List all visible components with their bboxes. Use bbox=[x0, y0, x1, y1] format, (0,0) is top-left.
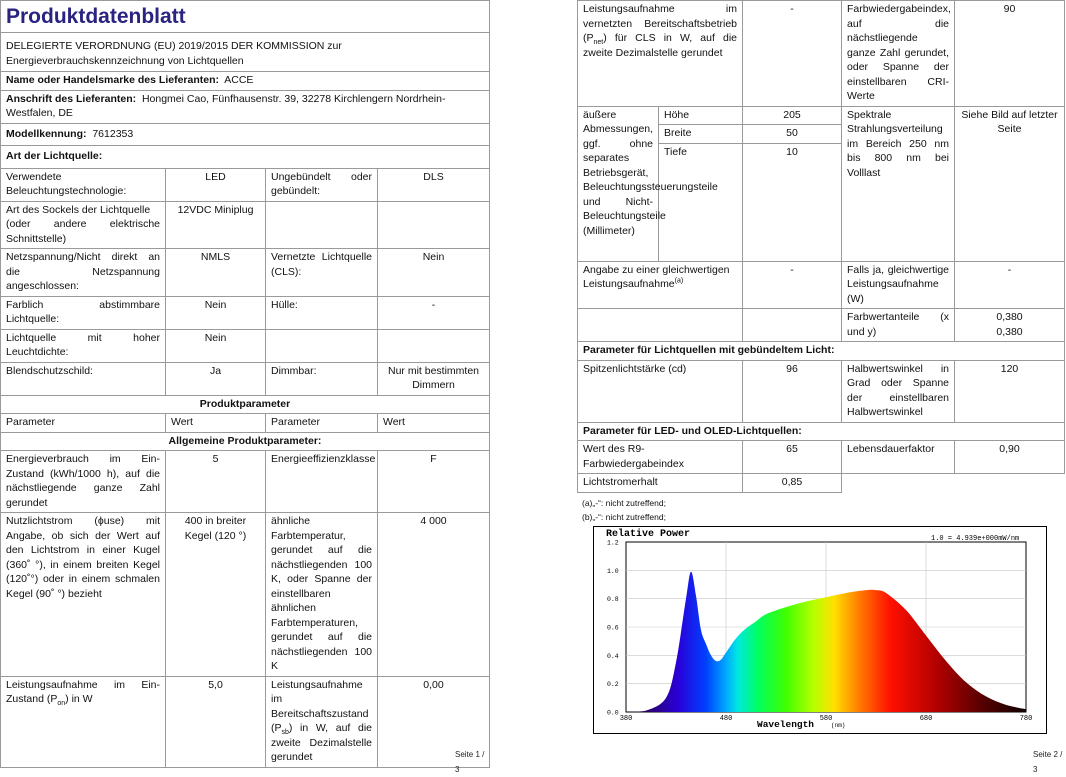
table-row bbox=[1, 676, 490, 767]
x-axis-unit: (nm) bbox=[831, 722, 846, 729]
row-label bbox=[266, 329, 378, 362]
table-row bbox=[1, 201, 490, 249]
equiv-power-footnote: (a) bbox=[674, 277, 684, 285]
footnote-a: (a)„-“: nicht zutreffend; bbox=[582, 497, 666, 508]
y-tick-label: 1.0 bbox=[607, 567, 619, 575]
on-power-subscript: on bbox=[57, 700, 66, 708]
row-value: 4 000 bbox=[378, 513, 490, 677]
row-value: 96 bbox=[743, 360, 842, 422]
dimension-name: Breite bbox=[659, 125, 743, 144]
column-header: Parameter bbox=[266, 414, 378, 433]
row-value bbox=[378, 201, 490, 249]
header-row bbox=[1, 414, 490, 433]
row-value: - bbox=[743, 1, 842, 107]
table-row bbox=[1, 168, 490, 201]
supplier-name: ACCE bbox=[224, 74, 254, 86]
dimension-value: 50 bbox=[743, 125, 842, 144]
row-value: Nur mit bestimmten Dimmern bbox=[378, 362, 490, 395]
row-label: Energieeffizienzklasse bbox=[266, 451, 378, 513]
row-label bbox=[578, 1, 743, 107]
row-label bbox=[1, 676, 166, 767]
row-label: Vernetzte Lichtquelle (CLS): bbox=[266, 249, 378, 297]
row-label: ähnliche Farbtemperatur, gerundet auf die nächstliegenden 100 K, oder Spanne der einstellbaren ähnlichen Farbtemperaturen, gerundet auf die nächstliegenden 100 K bbox=[266, 513, 378, 677]
y-tick-label: 0.8 bbox=[607, 596, 619, 604]
chart-annotation: 1.0 = 4.939e+000mW/nm bbox=[931, 535, 1020, 543]
table-row bbox=[1, 329, 490, 362]
net-standby-label-tail: ) für CLS in W, auf die zweite Dezimalstelle gerundet bbox=[583, 32, 738, 59]
regulation-text: DELEGIERTE VERORDNUNG (EU) 2019/2015 DER KOMMISSION zur Energieverbrauchskennzeichnung von Lichtquellen bbox=[1, 33, 490, 72]
socket-label: Art des Sockels der Lichtquelle bbox=[6, 203, 151, 216]
row-value: 120 bbox=[955, 360, 1065, 422]
y-tick-label: 1.2 bbox=[607, 539, 619, 547]
product-params-heading: Produktparameter bbox=[1, 395, 490, 414]
row-value: Ja bbox=[166, 362, 266, 395]
page-title: Produktdatenblatt bbox=[1, 1, 490, 33]
standby-subscript: sb bbox=[281, 729, 289, 737]
table-row bbox=[1, 362, 490, 395]
row-label: Farblich abstimmbare Lichtquelle: bbox=[1, 296, 166, 329]
address-row bbox=[1, 90, 490, 123]
row-label: Wert des R9-Farbwiedergabeindex bbox=[578, 441, 743, 474]
row-value: 400 in breiter Kegel (120 °) bbox=[166, 513, 266, 677]
table-row bbox=[578, 309, 1065, 342]
column-header: Wert bbox=[166, 414, 266, 433]
page-footer: Seite 2 / 3 bbox=[1033, 750, 1063, 774]
footnote-b: (b)„-“: nicht zutreffend; bbox=[582, 511, 666, 522]
y-tick-label: 0.4 bbox=[607, 652, 619, 660]
model-label: Modellkennung: bbox=[6, 127, 87, 140]
column-header: Parameter bbox=[1, 414, 166, 433]
row-label: Hülle: bbox=[266, 296, 378, 329]
table-row bbox=[578, 441, 1065, 474]
y-tick-label: 0.2 bbox=[607, 681, 619, 689]
net-subscript: net bbox=[593, 39, 604, 47]
empty-cell bbox=[842, 474, 955, 493]
row-label: Netzspannung/Nicht direkt an die Netzspannung angeschlossen: bbox=[1, 249, 166, 297]
row-label bbox=[1, 201, 166, 249]
table-row bbox=[578, 1, 1065, 107]
row-label: Farbwertanteile (x und y) bbox=[842, 309, 955, 342]
dimension-value: 10 bbox=[743, 143, 842, 261]
row-label: Spitzenlichtstärke (cd) bbox=[578, 360, 743, 422]
spectral-chart-svg bbox=[593, 526, 1047, 734]
row-value: - bbox=[955, 261, 1065, 309]
row-label bbox=[266, 201, 378, 249]
row-label: Halbwertswinkel in Grad oder Spanne der einstellbaren Halbwertswinkel bbox=[842, 360, 955, 422]
general-params-heading: Allgemeine Produktparameter: bbox=[1, 432, 490, 451]
address: Hongmei Cao, Fünfhausenstr. 39, 32278 Kirchlengern Nordrhein-Westfalen, DE bbox=[6, 92, 446, 119]
equiv-power-label: Angabe zu einer gleichwertigen Leistungsaufnahme bbox=[583, 263, 730, 290]
row-value: 90 bbox=[955, 1, 1065, 107]
x-tick-label: 780 bbox=[1019, 715, 1033, 723]
row-value: F bbox=[378, 451, 490, 513]
row-value: DLS bbox=[378, 168, 490, 201]
row-label: Dimmbar: bbox=[266, 362, 378, 395]
table-row bbox=[1, 451, 490, 513]
supplier-name-row bbox=[1, 72, 490, 91]
model-id: 7612353 bbox=[92, 127, 134, 140]
row-value: Nein bbox=[166, 329, 266, 362]
y-tick-label: 0.0 bbox=[607, 709, 619, 717]
on-power-label-tail: ) in W bbox=[65, 693, 93, 705]
row-label: äußere Abmessungen, ggf. ohne separates Betriebsgerät, Beleuchtungssteuerungsteile und Nicht-Beleuchtungsteile (Millimeter) bbox=[578, 106, 659, 261]
row-value: 12VDC Miniplug bbox=[166, 201, 266, 249]
standby-label-tail: ) in W, auf die zweite Dezimalstelle gerundet bbox=[271, 722, 372, 763]
page-1 bbox=[0, 0, 490, 774]
socket-label-note: (oder andere elektrische Schnittstelle) bbox=[6, 218, 160, 245]
x-tick-label: 380 bbox=[619, 715, 633, 723]
dimension-value: 205 bbox=[743, 106, 842, 125]
row-label: Lebensdauerfaktor bbox=[842, 441, 955, 474]
row-label: Blendschutzschild: bbox=[1, 362, 166, 395]
row-value: Nein bbox=[378, 249, 490, 297]
directional-heading: Parameter für Lichtquellen mit gebündeltem Licht: bbox=[578, 342, 1065, 361]
on-power-label: Leistungsaufnahme im Ein-Zustand (P bbox=[6, 678, 160, 705]
table-row bbox=[1, 296, 490, 329]
row-label: Nutzlichtstrom (ϕuse) mit Angabe, ob sich der Wert auf den Lichtstrom in einer Kugel (360˚ °), in einem breiten Kegel (120˚°) oder in einem schmalen Kegel (90˚ °) bezieht bbox=[1, 513, 166, 677]
x-tick-label: 580 bbox=[819, 715, 833, 723]
row-value: 5,0 bbox=[166, 676, 266, 767]
dimension-name: Höhe bbox=[659, 106, 743, 125]
x-tick-label: 480 bbox=[719, 715, 733, 723]
empty-cell bbox=[955, 474, 1065, 493]
table-row bbox=[1, 249, 490, 297]
row-label: Lichtquelle mit hoher Leuchtdichte: bbox=[1, 329, 166, 362]
row-label: Ungebündelt oder gebündelt: bbox=[266, 168, 378, 201]
column-header: Wert bbox=[378, 414, 490, 433]
table-row bbox=[578, 474, 1065, 493]
x-axis-label: Wavelength bbox=[757, 719, 815, 730]
row-label: Verwendete Beleuchtungstechnologie: bbox=[1, 168, 166, 201]
model-row bbox=[1, 123, 490, 146]
row-value: Siehe Bild auf letzter Seite bbox=[955, 106, 1065, 261]
x-tick-label: 680 bbox=[919, 715, 933, 723]
row-value: Nein bbox=[166, 296, 266, 329]
standby-label: Leistungsaufnahme im Bereitschaftszustand (P bbox=[271, 678, 369, 734]
row-value: 5 bbox=[166, 451, 266, 513]
row-value: NMLS bbox=[166, 249, 266, 297]
row-value: 0,90 bbox=[955, 441, 1065, 474]
row-label: Energieverbrauch im Ein-Zustand (kWh/1000 h), auf die nächstliegende ganze Zahl gerundet bbox=[1, 451, 166, 513]
empty-cell bbox=[578, 309, 743, 342]
chart-title: Relative Power bbox=[606, 529, 691, 540]
row-value bbox=[378, 329, 490, 362]
table-row bbox=[578, 261, 1065, 309]
datasheet-table-2 bbox=[577, 0, 1065, 493]
net-standby-label: Leistungsaufnahme im vernetzten Bereitschaftsbetrieb (P bbox=[583, 3, 738, 44]
datasheet-table-1 bbox=[0, 0, 490, 768]
row-label: Falls ja, gleichwertige Leistungsaufnahme (W) bbox=[842, 261, 955, 309]
spectral-chart bbox=[593, 526, 1047, 739]
led-heading: Parameter für LED- und OLED-Lichtquellen: bbox=[578, 422, 1065, 441]
light-source-type-heading: Art der Lichtquelle: bbox=[1, 146, 490, 169]
row-label: Lichtstromerhalt bbox=[578, 474, 743, 493]
address-label: Anschrift des Lieferanten: bbox=[6, 92, 137, 105]
supplier-name-label: Name oder Handelsmarke des Lieferanten: bbox=[6, 74, 219, 86]
table-row bbox=[1, 513, 490, 677]
y-tick-label: 0.6 bbox=[607, 624, 619, 632]
dimension-name: Tiefe bbox=[659, 143, 743, 261]
row-value: - bbox=[378, 296, 490, 329]
row-value: - bbox=[743, 261, 842, 309]
row-value: 0,00 bbox=[378, 676, 490, 767]
empty-cell bbox=[743, 309, 842, 342]
row-label bbox=[266, 676, 378, 767]
table-row bbox=[578, 106, 1065, 125]
row-value: 65 bbox=[743, 441, 842, 474]
row-value: 0,85 bbox=[743, 474, 842, 493]
row-label: Farbwiedergabeindex, auf die nächstliegende ganze Zahl gerundet, oder Spanne der einstellbaren CRI-Werte bbox=[842, 1, 955, 107]
row-label bbox=[578, 261, 743, 309]
page-footer: Seite 1 / 3 bbox=[455, 750, 485, 774]
row-value: 0,380 0,380 bbox=[955, 309, 1065, 342]
row-label: Spektrale Strahlungsverteilung im Bereich 250 nm bis 800 nm bei Volllast bbox=[842, 106, 955, 261]
table-row bbox=[578, 360, 1065, 422]
row-value: LED bbox=[166, 168, 266, 201]
